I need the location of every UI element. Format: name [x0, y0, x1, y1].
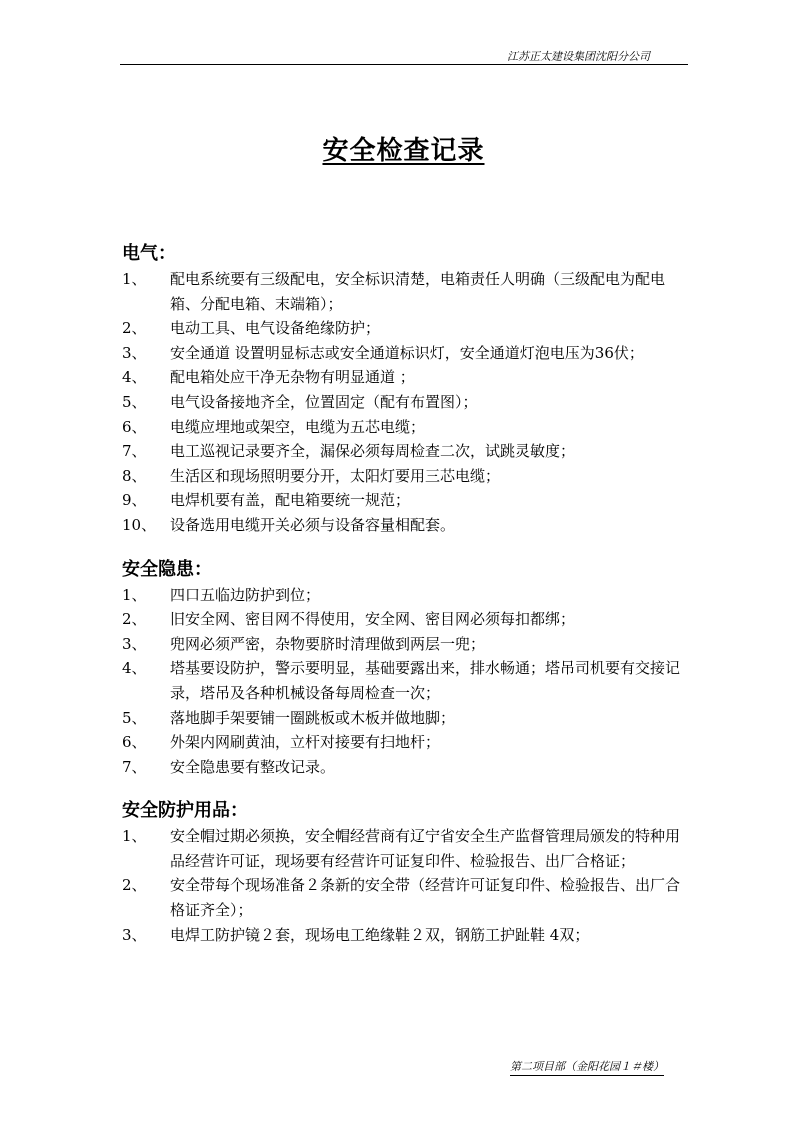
item-number: 1、: [122, 270, 147, 288]
list-item: [122, 513, 682, 538]
section-electrical: [122, 240, 682, 538]
item-number: 3、: [122, 634, 147, 653]
item-number: 4、: [122, 659, 147, 678]
list-item: [122, 923, 682, 948]
item-text: 配电系统要有三级配电，安全标识清楚，电箱责任人明确（三级配电为配电箱、分配电箱、末端箱）；: [170, 270, 666, 313]
item-text: 安全带每个现场准备２条新的安全带（经营许可证复印件、检验报告、出厂合格证齐全）；: [170, 876, 681, 920]
list-item: [122, 365, 682, 390]
list-item: [122, 755, 682, 780]
item-text: 兜网必须严密，杂物要脐时清理做到两层一兜；: [170, 634, 486, 653]
list-item: [122, 824, 682, 873]
item-text: 电工巡视记录要齐全，漏保必须每周检查二次，试跳灵敏度；: [170, 442, 576, 461]
item-text: 电缆应埋地或架空，电缆为五芯电缆；: [170, 417, 426, 436]
item-number: 3、: [122, 343, 147, 362]
item-number: 3、: [122, 925, 147, 944]
header-company-name: 江苏正太建设集团沈阳分公司: [507, 50, 650, 63]
list-item: [122, 267, 682, 316]
list-item: [122, 730, 682, 755]
section-heading: 安全隐患：: [122, 558, 212, 580]
item-text: 四口五临边防护到位；: [170, 585, 321, 604]
item-number: 5、: [122, 392, 147, 411]
item-text: 设备选用电缆开关必须与设备容量相配套。: [170, 515, 456, 534]
item-number: 1、: [122, 585, 147, 604]
item-text: 落地脚手架要铺一圈跳板或木板并做地脚；: [170, 708, 456, 727]
list-item: [122, 488, 682, 513]
item-text: 塔基要设防护，警示要明显，基础要露出来，排水畅通；塔吊司机要有交接记录，塔吊及各种机械设备每周检查一次；: [170, 659, 681, 702]
section-heading: 安全防护用品：: [122, 800, 248, 822]
item-number: 7、: [122, 757, 147, 776]
section-safety-hazards: [122, 556, 682, 780]
list-item: [122, 656, 682, 705]
list-item: [122, 632, 682, 657]
item-number: 10、: [122, 515, 157, 534]
item-number: 2、: [122, 876, 147, 895]
item-number: 9、: [122, 491, 147, 510]
document-body: [122, 240, 682, 965]
list-item: [122, 415, 682, 440]
item-number: 2、: [122, 610, 147, 629]
item-number: 6、: [122, 417, 147, 436]
item-text: 外架内网刷黄油，立杆对接要有扫地杆；: [170, 733, 441, 752]
section-protective-equipment: [122, 797, 682, 947]
list-item: [122, 607, 682, 632]
item-text: 电焊工防护镜２套，现场电工绝缘鞋２双，钢筋工护趾鞋 4双；: [170, 925, 590, 944]
document-title-block: [0, 130, 793, 167]
list-item: [122, 390, 682, 415]
item-number: 6、: [122, 733, 147, 752]
item-text: 旧安全网、密目网不得使用，安全网、密目网必须每扣都绑；: [170, 610, 576, 629]
item-text: 安全通道 设置明显标志或安全通道标识灯，安全通道灯泡电压为36伏；: [170, 343, 644, 362]
list-item: [122, 464, 682, 489]
item-text: 电焊机要有盖，配电箱要统一规范；: [170, 491, 411, 510]
item-text: 配电箱处应干净无杂物有明显通道 ；: [170, 368, 415, 387]
list-item: [122, 583, 682, 608]
item-text: 电气设备接地齐全，位置固定（配有布置图）；: [170, 392, 478, 411]
item-number: 2、: [122, 319, 147, 338]
item-text: 生活区和现场照明要分开，太阳灯要用三芯电缆；: [170, 466, 501, 485]
item-text: 安全隐患要有整改记录。: [170, 757, 336, 776]
document-title: 安全检查记录: [322, 136, 485, 166]
page-header: [120, 44, 688, 65]
section-heading: 电气：: [122, 243, 176, 264]
item-number: 5、: [122, 708, 147, 727]
page-footer: 第二项目部（金阳花园１＃楼）: [510, 1058, 664, 1076]
list-item: [122, 341, 682, 366]
item-number: 8、: [122, 466, 147, 485]
item-number: 7、: [122, 442, 147, 461]
list-item: [122, 706, 682, 731]
item-text: 电动工具、电气设备绝缘防护；: [170, 319, 381, 338]
item-number: 4、: [122, 368, 147, 387]
list-item: [122, 439, 682, 464]
list-item: [122, 873, 682, 922]
item-number: 1、: [122, 827, 147, 846]
list-item: [122, 316, 682, 341]
item-text: 安全帽过期必须换，安全帽经营商有辽宁省安全生产监督管理局颁发的特种用品经营许可证，现场要有经营许可证复印件、检验报告、出厂合格证；: [170, 827, 681, 870]
